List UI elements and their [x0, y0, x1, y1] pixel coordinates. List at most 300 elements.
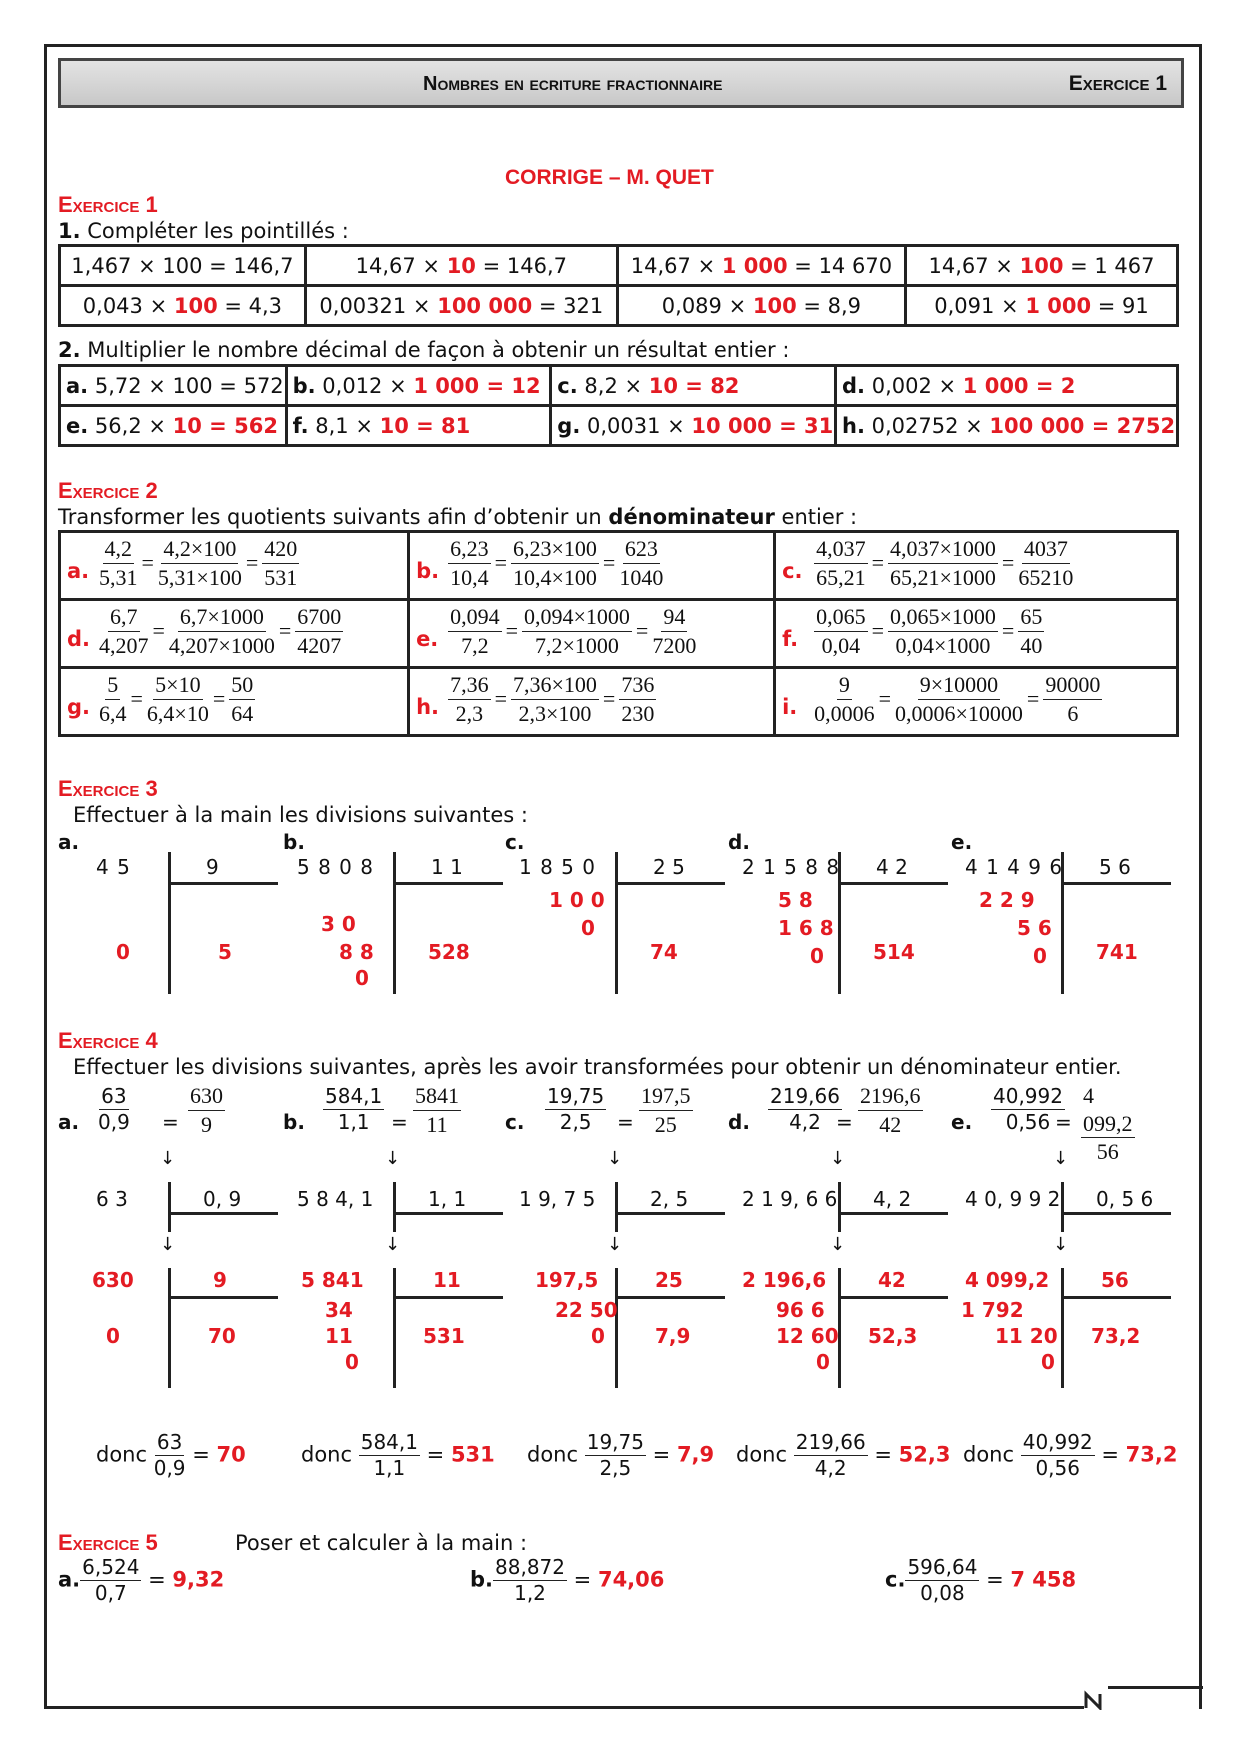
fraction-conclusion	[359, 1430, 420, 1481]
denominator: 2,5	[599, 1456, 632, 1480]
fraction-wrap	[858, 1082, 923, 1138]
item-label: b.	[283, 1110, 305, 1134]
denominator: 4,2	[814, 1456, 847, 1480]
division-vline	[838, 1182, 841, 1232]
equals-sign: =	[878, 686, 891, 711]
expr-part: 8,2 ×	[584, 373, 649, 398]
fraction	[619, 671, 656, 727]
item-label: b.	[470, 1567, 494, 1592]
numerator: 90000	[1043, 671, 1102, 700]
ex1-table1	[58, 244, 1179, 327]
equals-sign: =	[602, 550, 616, 575]
item-label: d.	[842, 373, 866, 398]
division-vline	[838, 852, 841, 994]
expr-part: = 91	[1091, 293, 1149, 318]
equals-sign: =	[871, 550, 884, 575]
numerator: 4,037×1000	[888, 535, 998, 564]
down-arrow: ↓	[830, 1148, 846, 1169]
answer: 1 000	[1025, 293, 1092, 318]
expr-part: 14,67 ×	[928, 253, 1020, 278]
denominator: 65,21×1000	[890, 564, 996, 590]
divisor: 2, 5	[650, 1187, 689, 1211]
fraction-chain	[99, 535, 299, 591]
item-label: f.	[782, 627, 799, 651]
fraction-wrap	[98, 1084, 130, 1135]
denominator: 0,7	[94, 1581, 127, 1605]
corrige-title: CORRIGE – M. QUET	[505, 166, 714, 189]
expr-part: 14,67 ×	[355, 253, 447, 278]
denominator: 1040	[619, 564, 664, 590]
dividend-integer: 4 099,2	[965, 1268, 1050, 1292]
item-label: a.	[66, 373, 89, 398]
header-title: Nombres en ecriture fractionnaire	[423, 73, 723, 95]
fraction-wrap	[639, 1082, 693, 1138]
expr-part: 0,089 ×	[661, 293, 753, 318]
denominator: 1,2	[514, 1581, 546, 1605]
numerator: 0,065×1000	[888, 603, 998, 632]
down-arrow: ↓	[607, 1234, 623, 1255]
numerator: 0,065	[814, 603, 868, 632]
item-label: f.	[292, 413, 309, 438]
division-vline	[393, 1182, 396, 1232]
fraction-original	[545, 1084, 606, 1135]
expr-part: 1,467 × 100 = 146,7	[71, 253, 294, 278]
division-hline	[1061, 882, 1171, 885]
fraction	[158, 535, 242, 591]
numerator: 19,75	[547, 1084, 605, 1108]
divisor: 4, 2	[873, 1187, 912, 1211]
answer: 1 000	[721, 253, 788, 278]
fraction	[493, 1555, 567, 1606]
donc-word: donc	[96, 1442, 154, 1467]
numerator: 4,037	[814, 535, 868, 564]
denominator: 25	[654, 1111, 677, 1137]
denominator: 7200	[652, 632, 697, 658]
fraction-transformed	[188, 1082, 225, 1138]
divisor: 5 6	[1099, 855, 1131, 879]
denominator: 7,2	[461, 632, 489, 658]
denominator: 10,4×100	[512, 564, 597, 590]
denominator: 4,2	[789, 1110, 821, 1134]
ex5-title: Exercice 5	[58, 1530, 158, 1555]
equals-sign: =	[141, 550, 154, 575]
division-hline	[838, 1212, 948, 1215]
divisor: 4 2	[876, 855, 908, 879]
ex5-intro: Poser et calculer à la main :	[235, 1531, 528, 1555]
donc-word: donc	[301, 1442, 359, 1467]
ex1-q2-cell	[551, 366, 836, 406]
fraction-chain	[814, 671, 1102, 727]
result: 70	[216, 1442, 246, 1467]
answer: 10 = 82	[648, 373, 740, 398]
equals-sign: =	[645, 1442, 677, 1467]
dividend: 5 8 0 8	[297, 855, 374, 879]
ex2-cell	[60, 532, 409, 600]
fraction	[888, 535, 998, 591]
ex1-table2	[58, 364, 1179, 447]
ex4-intro: Effectuer les divisions suivantes, après les avoir transformées pour obtenir un dénominateur entier.	[73, 1055, 1122, 1079]
denominator: 1,1	[337, 1110, 370, 1134]
fraction	[448, 671, 491, 727]
division-hline	[168, 1212, 278, 1215]
quotient: 514	[873, 940, 915, 964]
division-vline	[168, 852, 171, 994]
answer: 1 000 = 2	[962, 373, 1076, 398]
denominator: 0,0006×10000	[895, 700, 1023, 726]
fraction	[511, 671, 599, 727]
expr-part: = 321	[532, 293, 604, 318]
remainder: 0	[1041, 1350, 1055, 1374]
ex1-cell	[305, 246, 617, 286]
fraction-wrap	[413, 1082, 461, 1138]
conclusion	[301, 1430, 495, 1481]
denominator: 0,0006	[814, 700, 875, 726]
ex2-cell	[775, 600, 1178, 668]
item-label: a.	[67, 559, 90, 583]
ex2-cell	[60, 600, 409, 668]
divisor: 1 1	[431, 855, 463, 879]
denominator: 2,3×100	[518, 700, 592, 726]
fraction	[169, 603, 275, 659]
partial-remainder: 96 6	[776, 1298, 825, 1322]
division-vline	[168, 1268, 171, 1388]
item-label: b.	[416, 559, 440, 583]
denominator: 5,31	[99, 564, 138, 590]
denominator: 5,31×100	[157, 564, 242, 590]
expr-part: 0,0031 ×	[586, 413, 692, 438]
denominator: 65,21	[816, 564, 866, 590]
equals-sign: =	[152, 618, 165, 643]
equals-sign: =	[567, 1567, 598, 1592]
denominator: 11	[426, 1111, 448, 1137]
fraction-wrap	[188, 1082, 225, 1138]
denominator: 2,3	[455, 700, 484, 726]
equals-sign: =	[245, 550, 259, 575]
answer-result: = 31	[771, 413, 834, 438]
quotient: 74	[650, 940, 678, 964]
ex2-cell	[409, 668, 775, 736]
dividend-integer: 2 196,6	[742, 1268, 827, 1292]
ex1-q2-cell	[551, 406, 836, 446]
frame-bottom-line-right	[1108, 1686, 1203, 1689]
numerator: 197,5	[639, 1082, 693, 1111]
partial-remainder: 11	[325, 1324, 353, 1348]
answer-result: = 81	[408, 413, 471, 438]
result: 74,06	[597, 1567, 665, 1592]
remainder: 0	[106, 1324, 120, 1348]
remainder: 0	[1033, 944, 1047, 968]
denominator: 6,4	[99, 700, 127, 726]
result: 73,2	[1125, 1442, 1178, 1467]
remainder: 0	[591, 1324, 605, 1348]
expr-part: 0,091 ×	[934, 293, 1026, 318]
ex1-q2-cell	[836, 406, 1178, 446]
numerator: 88,872	[495, 1555, 565, 1579]
denominator: 230	[621, 700, 655, 726]
division-vline	[1061, 852, 1064, 994]
dividend: 1 8 5 0	[519, 855, 596, 879]
denominator: 0,56	[1005, 1110, 1051, 1134]
expr-part: 5,72 × 100 = 572	[94, 373, 284, 398]
down-arrow: ↓	[160, 1234, 176, 1255]
fraction-transformed	[639, 1082, 693, 1138]
numerator: 6700	[295, 603, 343, 632]
item-label: e.	[416, 627, 439, 651]
numerator: 420	[262, 535, 299, 564]
numerator: 736	[619, 671, 656, 700]
ex2-cell	[775, 668, 1178, 736]
item-label: g.	[67, 695, 91, 719]
divisor-integer: 42	[878, 1268, 906, 1292]
denominator: 40	[1020, 632, 1043, 658]
quotient: 5	[218, 940, 232, 964]
fraction	[814, 603, 868, 659]
partial-remainder: 11 20	[995, 1324, 1058, 1348]
numerator: 40,992	[993, 1084, 1063, 1108]
item-label: d.	[728, 1110, 750, 1134]
quotient: 70	[208, 1324, 236, 1348]
result: 9,32	[172, 1567, 225, 1592]
ex1-q1: 1. Compléter les pointillés :	[58, 219, 349, 243]
frame-bottom-line	[44, 1706, 1084, 1709]
ex1-q2-cell	[286, 366, 551, 406]
fraction-chain	[448, 671, 656, 727]
numerator: 630	[188, 1082, 225, 1111]
fraction	[1018, 603, 1044, 659]
quotient: 52,3	[868, 1324, 918, 1348]
dividend-integer: 5 841	[301, 1268, 364, 1292]
division-vline	[393, 1268, 396, 1388]
header-exercise: Exercice 1	[1068, 72, 1167, 95]
numerator: 6,23×100	[511, 535, 599, 564]
numerator: 94	[661, 603, 687, 632]
ex1-cell	[305, 286, 617, 326]
answer: 100	[752, 293, 797, 318]
fraction-chain	[814, 603, 1044, 659]
fraction-chain	[448, 535, 663, 591]
equals-sign: =	[162, 1110, 179, 1134]
numerator: 6,7	[108, 603, 140, 632]
remainder: 0	[816, 1350, 830, 1374]
dividend: 4 0, 9 9 2	[965, 1187, 1061, 1211]
division-vline	[1061, 1182, 1064, 1232]
equals-sign: =	[635, 618, 649, 643]
ex5-item	[470, 1555, 664, 1606]
division-hline	[1061, 1296, 1171, 1299]
division-vline	[615, 1182, 618, 1232]
answer: 10	[379, 413, 409, 438]
numerator: 219,66	[770, 1084, 840, 1108]
fraction	[1043, 671, 1102, 727]
fraction-chain	[814, 535, 1073, 591]
dividend: 6 3	[96, 1187, 128, 1211]
division-hline	[393, 882, 503, 885]
fraction	[147, 671, 209, 727]
ex1-q2-cell	[836, 366, 1178, 406]
division-hline	[615, 882, 725, 885]
conclusion	[527, 1430, 714, 1481]
denominator: 0,9	[153, 1456, 186, 1480]
ex5-item	[885, 1555, 1076, 1606]
item-label: g.	[557, 413, 581, 438]
equals-sign: =	[505, 618, 518, 643]
fraction-transformed	[413, 1082, 461, 1138]
item-label: e.	[66, 413, 89, 438]
dividend-integer: 630	[92, 1268, 134, 1292]
equals-sign: =	[602, 686, 616, 711]
numerator: 4,2	[103, 535, 135, 564]
numerator: 6,524	[82, 1555, 140, 1579]
ex5-item	[58, 1555, 224, 1606]
equals-sign: =	[617, 1110, 634, 1134]
denominator: 0,04×1000	[895, 632, 991, 658]
result: 531	[450, 1442, 495, 1467]
quotient: 7,9	[655, 1324, 691, 1348]
down-arrow: ↓	[385, 1148, 401, 1169]
quotient: 528	[428, 940, 470, 964]
ex2-cell	[409, 532, 775, 600]
fraction-transformed	[1081, 1082, 1135, 1166]
numerator: 0,094×1000	[522, 603, 632, 632]
denominator: 0,04	[821, 632, 861, 658]
item-label: b.	[292, 373, 316, 398]
fraction	[814, 535, 868, 591]
answer: 100	[1019, 253, 1064, 278]
denominator: 0,08	[920, 1581, 965, 1605]
dividend-integer: 197,5	[535, 1268, 599, 1292]
denominator: 2,5	[559, 1110, 592, 1134]
fraction	[1018, 535, 1073, 591]
ex4-title: Exercice 4	[58, 1028, 158, 1053]
answer: 100	[173, 293, 218, 318]
numerator: 63	[156, 1430, 183, 1454]
denominator: 6	[1067, 700, 1079, 726]
ex1-cell	[60, 246, 306, 286]
division-vline	[1061, 1268, 1064, 1388]
item-label: e.	[951, 830, 973, 854]
numerator: 623	[623, 535, 660, 564]
down-arrow: ↓	[1053, 1234, 1069, 1255]
equals-sign: =	[212, 686, 226, 711]
item-label: c.	[557, 373, 578, 398]
fraction	[99, 603, 149, 659]
equals-sign: =	[979, 1567, 1011, 1592]
item-label: c.	[782, 559, 803, 583]
partial-remainder: 34	[325, 1298, 353, 1322]
item-label: d.	[67, 627, 91, 651]
answer-result: = 2752	[1084, 413, 1176, 438]
fraction-wrap	[545, 1084, 606, 1135]
ex1-q2: 2. Multiplier le nombre décimal de façon à obtenir un résultat entier :	[58, 338, 790, 362]
result: 7 458	[1010, 1567, 1077, 1592]
dividend: 1 9, 7 5	[519, 1187, 596, 1211]
expr-part: = 14 670	[787, 253, 893, 278]
denominator: 65210	[1018, 564, 1074, 590]
expr-part: = 146,7	[475, 253, 567, 278]
equals-sign: =	[871, 618, 884, 643]
divisor: 2 5	[653, 855, 685, 879]
numerator: 63	[101, 1084, 127, 1108]
equals-sign: =	[185, 1442, 217, 1467]
numerator: 5×10	[153, 671, 202, 700]
divisor: 1, 1	[428, 1187, 467, 1211]
answer: 1 000 = 12	[413, 373, 541, 398]
equals-sign: =	[130, 686, 143, 711]
numerator: 4 099,2	[1081, 1082, 1135, 1138]
ex1-q2-cell	[286, 406, 551, 446]
fraction	[522, 603, 632, 659]
division-hline	[838, 1296, 948, 1299]
fraction-wrap	[768, 1084, 842, 1135]
denominator: 6,4×10	[146, 700, 209, 726]
conclusion	[96, 1430, 246, 1481]
division-vline	[615, 852, 618, 994]
division-hline	[168, 1296, 278, 1299]
division-hline	[615, 1296, 725, 1299]
division-hline	[168, 882, 278, 885]
ex2-cell	[775, 532, 1178, 600]
equals-sign: =	[391, 1110, 408, 1134]
numerator: 584,1	[360, 1430, 418, 1454]
item-label: h.	[416, 695, 439, 719]
ex3-title: Exercice 3	[58, 776, 158, 801]
denominator: 10,4	[450, 564, 489, 590]
fraction-transformed	[858, 1082, 923, 1138]
numerator: 65	[1018, 603, 1044, 632]
expr-part: 0,043 ×	[82, 293, 174, 318]
fraction	[448, 603, 502, 659]
answer: 100 000	[989, 413, 1085, 438]
division-hline	[615, 1212, 725, 1215]
fraction	[511, 535, 599, 591]
item-label: b.	[283, 830, 305, 854]
equals-sign: =	[1026, 686, 1040, 711]
fraction-conclusion	[154, 1430, 186, 1481]
expr-part: = 8,9	[796, 293, 862, 318]
fraction	[262, 535, 299, 591]
ex1-cell	[617, 286, 905, 326]
equals-sign: =	[419, 1442, 451, 1467]
fraction-wrap	[323, 1084, 384, 1135]
remainder: 0	[355, 966, 369, 990]
divisor-integer: 56	[1101, 1268, 1129, 1292]
denominator: 0,9	[98, 1110, 130, 1134]
fraction-chain	[448, 603, 696, 659]
answer: 10	[446, 253, 476, 278]
expr-part: 0,00321 ×	[319, 293, 438, 318]
conclusion	[963, 1430, 1177, 1481]
division-hline	[1061, 1212, 1171, 1215]
divisor: 0, 9	[203, 1187, 242, 1211]
expr-part: 0,012 ×	[322, 373, 414, 398]
numerator: 6,23	[448, 535, 491, 564]
ex1-cell	[906, 246, 1178, 286]
item-label: h.	[842, 413, 865, 438]
ex1-q2-cell	[60, 366, 287, 406]
division-hline	[393, 1212, 503, 1215]
numerator: 40,992	[1022, 1430, 1093, 1454]
fraction-original	[98, 1084, 130, 1135]
numerator: 5841	[413, 1082, 461, 1111]
numerator: 5	[105, 671, 120, 700]
fraction-original	[991, 1084, 1065, 1135]
divisor-integer: 25	[655, 1268, 683, 1292]
denominator: 7,2×1000	[534, 632, 619, 658]
answer: 10	[172, 413, 202, 438]
ex2-cell	[60, 668, 409, 736]
fraction	[295, 603, 343, 659]
remainder: 0	[116, 940, 130, 964]
